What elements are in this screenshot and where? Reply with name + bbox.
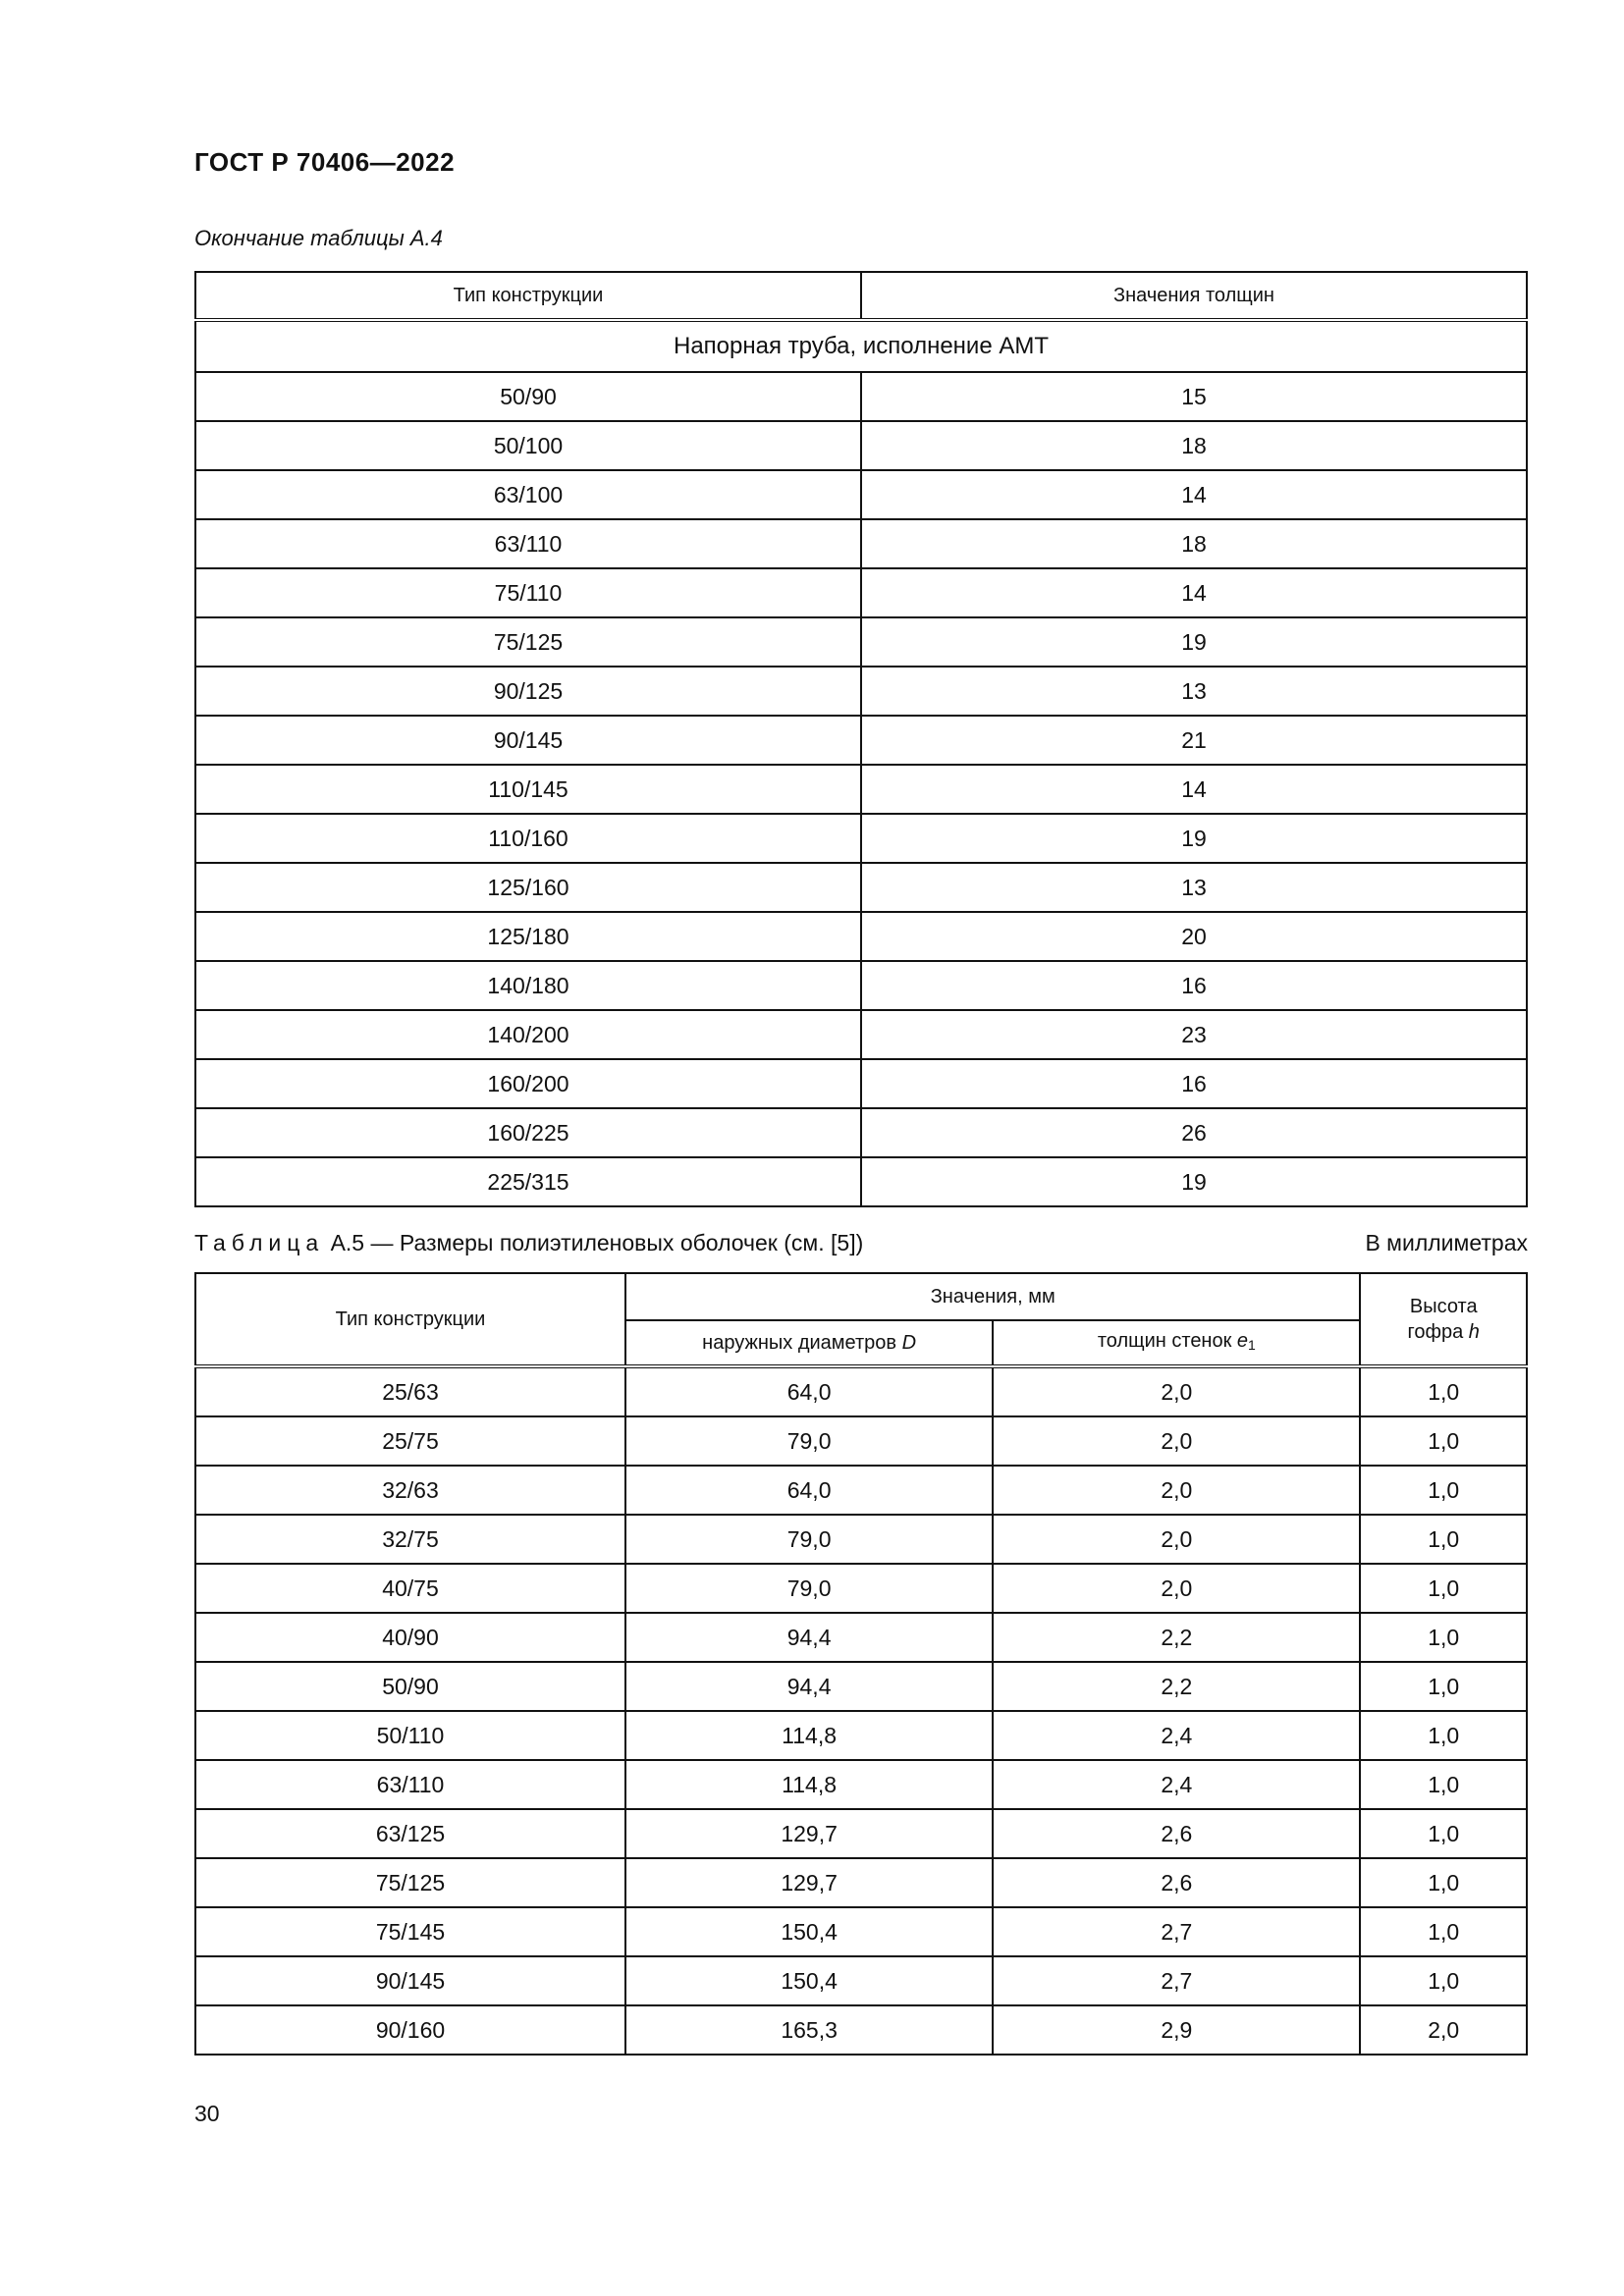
cell-wall-thickness: 2,4	[993, 1760, 1360, 1809]
cell-construction-type: 50/100	[195, 421, 861, 470]
cell-construction-type: 75/125	[195, 1858, 625, 1907]
table-row	[195, 961, 1527, 1010]
cell-thickness: 19	[861, 814, 1527, 863]
cell-outer-diameter: 114,8	[625, 1760, 993, 1809]
table-row	[195, 1858, 1527, 1907]
table-a5-caption-prefix: Таблица	[194, 1230, 325, 1255]
document-header: ГОСТ Р 70406—2022	[194, 147, 456, 177]
table-a5	[194, 1272, 1528, 2056]
cell-construction-type: 63/110	[195, 1760, 625, 1809]
column-header-height-line1: Высота	[1409, 1296, 1478, 1317]
cell-outer-diameter: 129,7	[625, 1858, 993, 1907]
height-symbol: h	[1468, 1321, 1480, 1343]
cell-construction-type: 160/200	[195, 1059, 861, 1108]
table-row	[195, 1907, 1527, 1956]
column-header-height-line2: гофра	[1407, 1321, 1464, 1343]
table-a5-caption-text: А.5 — Размеры полиэтиленовых оболочек (см. [5])	[330, 1230, 864, 1255]
table-row	[195, 1613, 1527, 1662]
column-header-type: Тип конструкции	[195, 272, 861, 320]
cell-thickness: 14	[861, 765, 1527, 814]
cell-thickness: 13	[861, 863, 1527, 912]
cell-construction-type: 90/125	[195, 667, 861, 716]
table-row	[195, 863, 1527, 912]
cell-outer-diameter: 94,4	[625, 1662, 993, 1711]
table-row	[195, 912, 1527, 961]
column-header-thickness: Значения толщин	[861, 272, 1527, 320]
column-header-wall-thickness-label: толщин стенок	[1097, 1330, 1232, 1352]
cell-wall-thickness: 2,6	[993, 1858, 1360, 1907]
table-a5-title	[194, 1230, 863, 1256]
cell-construction-type: 25/75	[195, 1416, 625, 1466]
cell-outer-diameter: 64,0	[625, 1466, 993, 1515]
cell-construction-type: 140/180	[195, 961, 861, 1010]
table-a4-continuation-label: Окончание таблицы А.4	[194, 226, 443, 250]
cell-construction-type: 63/110	[195, 519, 861, 568]
cell-wall-thickness: 2,0	[993, 1564, 1360, 1613]
cell-corrugation-height: 1,0	[1360, 1809, 1527, 1858]
cell-wall-thickness: 2,0	[993, 1515, 1360, 1564]
cell-outer-diameter: 64,0	[625, 1366, 993, 1416]
cell-construction-type: 25/63	[195, 1366, 625, 1416]
table-row	[195, 1010, 1527, 1059]
cell-thickness: 16	[861, 1059, 1527, 1108]
cell-construction-type: 140/200	[195, 1010, 861, 1059]
cell-corrugation-height: 1,0	[1360, 1907, 1527, 1956]
column-header-outer-diameter-label: наружных диаметров	[702, 1332, 897, 1354]
cell-corrugation-height: 1,0	[1360, 1366, 1527, 1416]
cell-outer-diameter: 114,8	[625, 1711, 993, 1760]
table-row	[195, 372, 1527, 421]
column-header-wall-thickness	[993, 1320, 1360, 1366]
cell-wall-thickness: 2,6	[993, 1809, 1360, 1858]
cell-construction-type: 63/125	[195, 1809, 625, 1858]
column-header-values: Значения, мм	[625, 1273, 1361, 1320]
table-row	[195, 1108, 1527, 1157]
cell-thickness: 18	[861, 519, 1527, 568]
cell-wall-thickness: 2,2	[993, 1662, 1360, 1711]
cell-thickness: 19	[861, 1157, 1527, 1206]
table-row	[195, 2005, 1527, 2055]
cell-outer-diameter: 79,0	[625, 1564, 993, 1613]
table-row	[195, 1059, 1527, 1108]
cell-thickness: 14	[861, 568, 1527, 617]
cell-outer-diameter: 129,7	[625, 1809, 993, 1858]
table-a5-caption	[194, 1230, 1528, 1256]
cell-construction-type: 125/180	[195, 912, 861, 961]
cell-thickness: 18	[861, 421, 1527, 470]
cell-construction-type: 40/90	[195, 1613, 625, 1662]
cell-corrugation-height: 1,0	[1360, 1858, 1527, 1907]
column-header-height	[1360, 1273, 1527, 1366]
cell-thickness: 19	[861, 617, 1527, 667]
cell-outer-diameter: 94,4	[625, 1613, 993, 1662]
cell-construction-type: 75/125	[195, 617, 861, 667]
cell-thickness: 15	[861, 372, 1527, 421]
cell-corrugation-height: 1,0	[1360, 1760, 1527, 1809]
cell-outer-diameter: 165,3	[625, 2005, 993, 2055]
table-a5-units: В миллиметрах	[1365, 1230, 1528, 1255]
cell-wall-thickness: 2,0	[993, 1416, 1360, 1466]
table-row	[195, 568, 1527, 617]
table-row	[195, 716, 1527, 765]
table-row	[195, 421, 1527, 470]
cell-thickness: 26	[861, 1108, 1527, 1157]
cell-outer-diameter: 79,0	[625, 1416, 993, 1466]
cell-construction-type: 90/160	[195, 2005, 625, 2055]
cell-wall-thickness: 2,4	[993, 1711, 1360, 1760]
table-row	[195, 519, 1527, 568]
cell-construction-type: 50/90	[195, 1662, 625, 1711]
cell-construction-type: 110/160	[195, 814, 861, 863]
cell-construction-type: 125/160	[195, 863, 861, 912]
cell-construction-type: 90/145	[195, 1956, 625, 2005]
cell-construction-type: 63/100	[195, 470, 861, 519]
table-row	[195, 470, 1527, 519]
diameter-symbol: D	[901, 1332, 917, 1354]
cell-thickness: 21	[861, 716, 1527, 765]
cell-construction-type: 32/75	[195, 1515, 625, 1564]
cell-corrugation-height: 1,0	[1360, 1956, 1527, 2005]
table-row	[195, 814, 1527, 863]
cell-construction-type: 225/315	[195, 1157, 861, 1206]
cell-construction-type: 50/110	[195, 1711, 625, 1760]
table-row	[195, 617, 1527, 667]
cell-wall-thickness: 2,0	[993, 1366, 1360, 1416]
column-header-type: Тип конструкции	[195, 1273, 625, 1366]
cell-thickness: 23	[861, 1010, 1527, 1059]
cell-thickness: 13	[861, 667, 1527, 716]
cell-corrugation-height: 1,0	[1360, 1515, 1527, 1564]
table-group-title: Напорная труба, исполнение АМТ	[195, 320, 1527, 372]
cell-construction-type: 90/145	[195, 716, 861, 765]
column-header-outer-diameter	[625, 1320, 993, 1366]
wall-symbol-subscript: 1	[1248, 1337, 1256, 1353]
table-row	[195, 1662, 1527, 1711]
cell-thickness: 16	[861, 961, 1527, 1010]
cell-outer-diameter: 79,0	[625, 1515, 993, 1564]
cell-construction-type: 40/75	[195, 1564, 625, 1613]
cell-construction-type: 110/145	[195, 765, 861, 814]
cell-construction-type: 75/145	[195, 1907, 625, 1956]
cell-wall-thickness: 2,7	[993, 1956, 1360, 2005]
cell-corrugation-height: 1,0	[1360, 1662, 1527, 1711]
table-row	[195, 1760, 1527, 1809]
cell-corrugation-height: 2,0	[1360, 2005, 1527, 2055]
table-row	[195, 1466, 1527, 1515]
cell-wall-thickness: 2,0	[993, 1466, 1360, 1515]
cell-wall-thickness: 2,2	[993, 1613, 1360, 1662]
wall-symbol: e	[1236, 1330, 1249, 1352]
cell-corrugation-height: 1,0	[1360, 1416, 1527, 1466]
cell-thickness: 14	[861, 470, 1527, 519]
table-row	[195, 1711, 1527, 1760]
cell-wall-thickness: 2,9	[993, 2005, 1360, 2055]
page-number: 30	[194, 2101, 220, 2126]
table-row	[195, 1366, 1527, 1416]
table-row	[195, 1157, 1527, 1206]
table-row	[195, 1416, 1527, 1466]
table-row	[195, 667, 1527, 716]
cell-construction-type: 160/225	[195, 1108, 861, 1157]
cell-corrugation-height: 1,0	[1360, 1564, 1527, 1613]
table-row	[195, 765, 1527, 814]
cell-outer-diameter: 150,4	[625, 1956, 993, 2005]
table-row	[195, 1515, 1527, 1564]
cell-corrugation-height: 1,0	[1360, 1711, 1527, 1760]
cell-construction-type: 50/90	[195, 372, 861, 421]
table-a4	[194, 271, 1528, 1207]
cell-corrugation-height: 1,0	[1360, 1466, 1527, 1515]
cell-outer-diameter: 150,4	[625, 1907, 993, 1956]
table-row	[195, 1564, 1527, 1613]
cell-corrugation-height: 1,0	[1360, 1613, 1527, 1662]
cell-construction-type: 32/63	[195, 1466, 625, 1515]
table-row	[195, 1809, 1527, 1858]
cell-construction-type: 75/110	[195, 568, 861, 617]
cell-wall-thickness: 2,7	[993, 1907, 1360, 1956]
cell-thickness: 20	[861, 912, 1527, 961]
table-row	[195, 1956, 1527, 2005]
